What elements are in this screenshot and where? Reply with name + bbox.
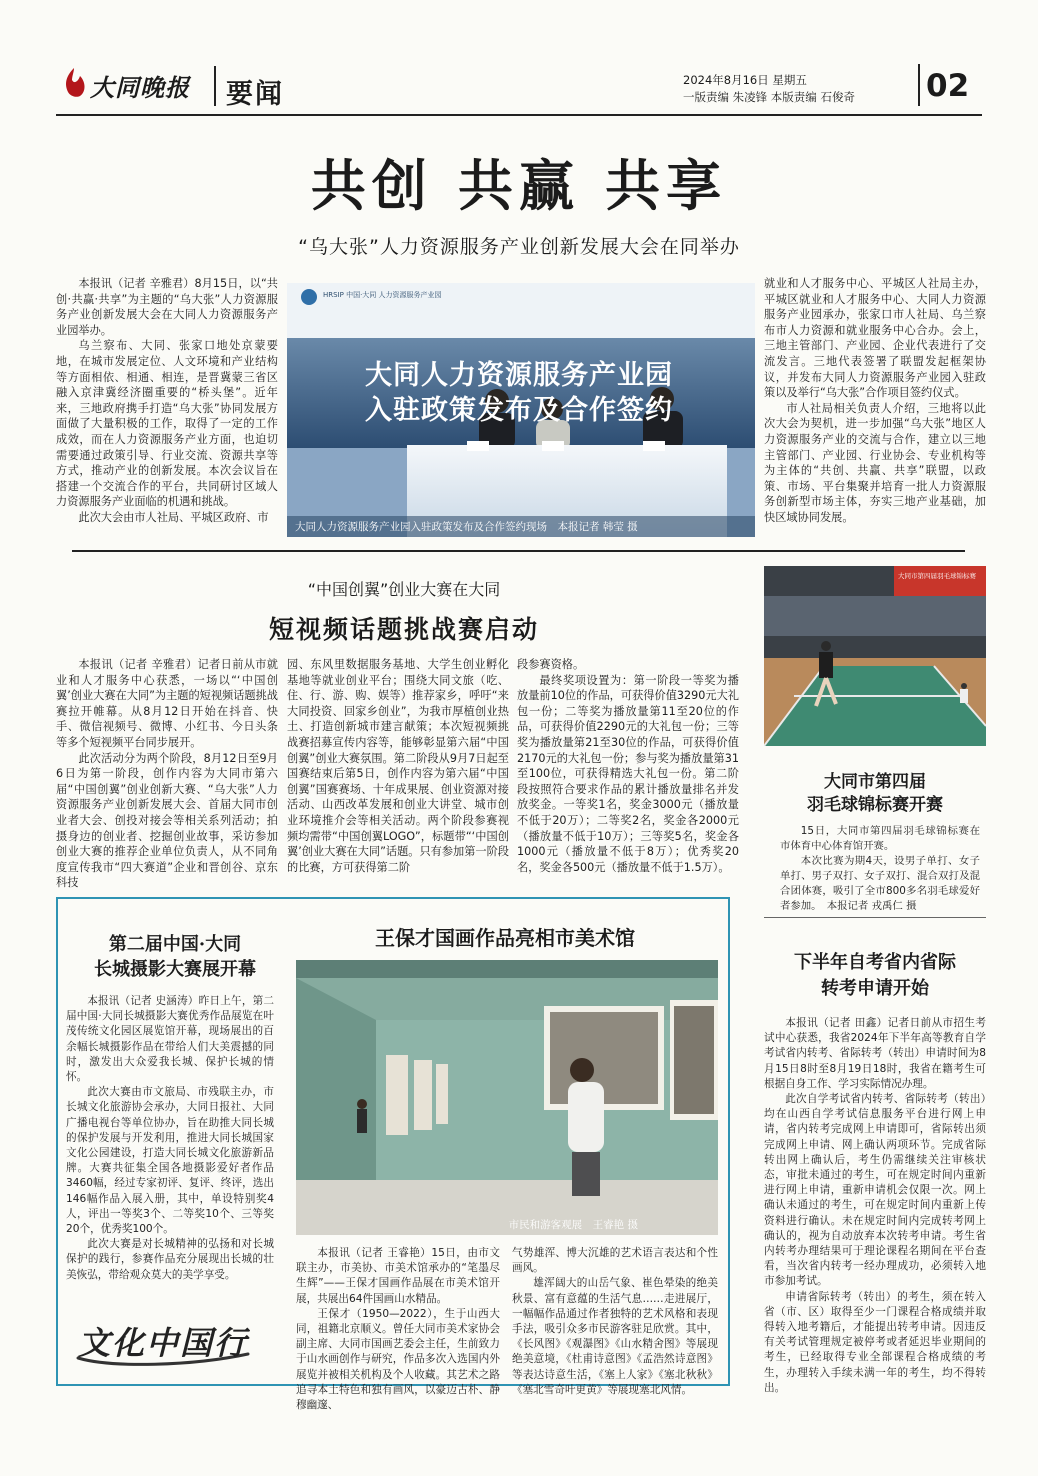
lead-headline: 共创 共赢 共享 xyxy=(310,153,728,218)
lead-paragraph: 此次大会由市人社局、平城区政府、市 xyxy=(78,510,269,524)
badminton-headline-1: 大同市第四届 xyxy=(824,772,926,792)
badminton-text xyxy=(780,824,980,914)
badminton-court-illustration xyxy=(764,566,986,746)
photo-expo-paragraph: 此次大赛是对长城精神的弘扬和对长城保护的践行，参赛作品充分展现出长城的壮美恢弘，带给观众莫大的美学享受。 xyxy=(66,1238,274,1281)
exam-paragraph: 申请省际转考（转出）的考生，须在转入省（市、区）取得至少一门课程合格成绩并取得转入地考籍后，才能提出转考申请。因违反有关考试管理规定被停考或者延迟毕业期间的考生，已经取得专业全部课程合格成绩的考生，办理转入手续未满一年的考生，均不得转出。 xyxy=(764,1290,986,1394)
art-photo-caption: 市民和游客观展 王睿艳 摄 xyxy=(508,1219,638,1231)
video-paragraph: 最终奖项设置为：第一阶段一等奖为播放量前10位的作品，可获得价值3290元大礼包一份；二等奖为播放量第11至20位的作品，可获得价值2290元的大礼包一份；三等奖为播放量第21至30位的作品，可获得价值2170元的大礼包一份；参与奖为播放量第31至100位，可获得精选大礼包一份。第二阶段按照符合要求作品的累计播放量排名并发放奖金。一等奖1名，奖金3000元（播放量不低于20万）；二等奖2名，奖金各2000元（播放量不低于10万）；三等奖5名，奖金各1000元（播放量不低于8万）；优秀奖20名，奖金各500元（播放量不低于1.5万）。 xyxy=(517,673,739,874)
video-kicker: “中国创翼”创业大赛在大同 xyxy=(307,580,501,599)
section-name: 要闻 xyxy=(226,79,284,110)
lead-paragraph: 乌兰察布、大同、张家口地处京蒙要地，在城市发展定位、人文环境和产业结构等方面相依、相通、相连，是晋冀蒙三省区融入京津冀经济圈重要的“桥头堡”。近年来，三地政府携手打造“乌大张”协同发展方面做了大量积极的工作，取得了一定的工作成效，而在人力资源服务产业方面，也迫切需要通过政策引导、行业交流、资源共享等方式，推动产业的创新发展。本次会议旨在搭建一个交流合作的平台，共同研讨区域人力资源服务产业面临的机遇和挑战。 xyxy=(56,339,278,509)
video-headline: 短视频话题挑战赛启动 xyxy=(268,615,539,644)
banner-line-1: 大同人力资源服务产业园 xyxy=(365,360,673,391)
video-paragraph: 园、东风里数据服务基地、大学生创业孵化基地等就业创业平台；围绕大同文旅（吃、住、行、游、购、娱等）推荐家乡，呼吁“来大同投资、回家乡创业”，为我市厚植创业热土、打造创新城市建言献策；本次短视频挑战赛招募宣传内容等，能够彰显第六届“中国创翼”创业大赛氛围。第二阶段从9月7日起至国赛结束后第5日，创作内容为第六届“中国创翼”国赛赛场、十年成果展、创业资源对接活动、山西改革发展和创业大讲堂、城市创业环境推介会等相关活动。两个阶段参赛视频均需带“中国创翼LOGO”，标题带“‘中国创翼’创业大赛在大同”话题。只有参加第一阶段的比赛，方可获得第二阶 xyxy=(287,658,509,874)
badminton-bottom-rule xyxy=(764,917,986,918)
art-column-2 xyxy=(512,1246,718,1398)
exam-headline-2: 转考申请开始 xyxy=(821,978,929,999)
photo-expo-headline-2: 长城摄影大赛展开幕 xyxy=(94,959,256,980)
gallery-scene-illustration xyxy=(296,960,718,1235)
logo-mark-icon xyxy=(60,66,88,100)
lead-photo xyxy=(287,283,755,537)
banner-line-2: 入驻政策发布及合作签约 xyxy=(365,395,673,426)
art-paragraph: 气势雄浑、博大沉雄的艺术语言表达和个性画风。 xyxy=(512,1247,718,1275)
badminton-paragraph: 本次比赛为期4天，设男子单打、女子单打、男子双打、女子双打、混合双打及混合团体赛，吸引了全市800多名羽毛球爱好者参加。 本报记者 戎禹仁 摄 xyxy=(780,855,980,912)
photo-expo-paragraph: 本报讯（记者 史涵涛）昨日上午，第二届中国·大同长城摄影大赛优秀作品展览在叶茂传统文化园区展览馆开幕，现场展出的百余幅长城摄影作品在带给人们大美震撼的同时，激发出大众爱我长城、保护长城的情怀。 xyxy=(66,995,274,1084)
badminton-paragraph: 15日，大同市第四届羽毛球锦标赛在市体育中心体育馆开赛。 xyxy=(780,825,980,852)
badminton-headline-2: 羽毛球锦标赛开赛 xyxy=(807,795,943,815)
video-paragraph: 此次活动分为两个阶段，8月12日至9月6日为第一阶段，创作内容为大同市第六届“中国创翼”创业创新大赛、“乌大张”人力资源服务产业创新发展大会、首届大同市创业者大会、创投对接会等相关系列活动；拍摄身边的创业者、挖掘创业故事，采访参加创业大赛的推荐企业单位负责人，从不同角度宣传我市“四大赛道”企业和晋创谷、京东科技 xyxy=(56,751,278,890)
art-photo xyxy=(296,960,718,1235)
photo-expo-text xyxy=(66,994,274,1283)
badminton-banner-text: 大同市第四届羽毛球锦标赛 xyxy=(898,572,976,580)
banner-small-text: HRSIP 中国·大同 人力资源服务产业园 xyxy=(323,291,442,299)
newspaper-logo: 大同晚报 xyxy=(90,73,190,102)
lead-column-right xyxy=(764,276,986,526)
lead-subhead: “乌大张”人力资源服务产业创新发展大会在同举办 xyxy=(298,236,740,258)
masthead-rule xyxy=(56,114,982,116)
exam-paragraph: 此次自学考试省内转考、省际转考（转出）均在山西自学考试信息服务平台进行网上申请，省内转考完成网上申请即可，省际转出须完成网上申请、网上确认两项环节。完成省际转出网上确认后，考生仍需继续关注审核状态，审批未通过的考生，可在规定时间内重新进行网上申请，重新申请机会仅限一次。网上确认未通过的考生，可在规定时间内重新上传资料进行确认。未在规定时间内完成转考网上确认的，视为自动放弃本次转考申请。考生省内转考办理结果可于理论课程名期间在平台查看，当次省内转考一经办理成功，必须转入地市参加考试。 xyxy=(764,1093,986,1288)
exam-text xyxy=(764,1016,986,1396)
exam-headline-1: 下半年自考省内省际 xyxy=(794,952,956,973)
lead-paragraph: 市人社局相关负责人介绍，三地将以此次大会为契机，进一步加强“乌大张”地区人力资源服务产业的交流与合作，建立以三地主管部门、产业园、行业协会、专业机构等为主体的“共创、共赢、共享”联盟，以政策、市场、平台集聚并培育一批人力资源服务创新型市场主体，夯实三地产业基础，加快区域协同发展。 xyxy=(764,401,986,524)
exam-paragraph: 本报讯（记者 田鑫）记者日前从市招生考试中心获悉，我省2024年下半年高等教育自学考试省内转考、省际转考（转出）申请时间为8月15日8时至8月19日18时，我省在籍考生可根据自身工作、学习实际情况办理。 xyxy=(764,1017,986,1090)
masthead-divider xyxy=(214,66,216,106)
art-headline: 王保才国画作品亮相市美术馆 xyxy=(375,926,635,950)
issue-date: 2024年8月16日 星期五 xyxy=(683,73,807,87)
art-paragraph: 王保才（1950—2022），生于山西大同，祖籍北京顺义。曾任大同市美术家协会副主席、大同市国画艺委会主任，生前致力于山水画创作与研究，作品多次入选国内外展览并被相关机构及个人收藏。其艺术之路追寻本土特色和独有画风，以豪迈古朴、静穆幽邃、 xyxy=(296,1307,500,1412)
video-column-3 xyxy=(517,657,739,875)
lead-paragraph: 本报讯（记者 辛雅君）8月15日，以“共创·共赢·共享”为主题的“乌大张”人力资源服务产业创新发展大会在大同人力资源服务产业园举办。 xyxy=(56,277,278,337)
art-paragraph: 本报讯（记者 王睿艳）15日，由市文联主办，市美协、市美术馆承办的“笔墨尽生辉”——王保才国画作品展在市美术馆开展，共展出64件国画山水精品。 xyxy=(296,1247,500,1305)
page-no-divider xyxy=(918,64,920,106)
photo-expo-headline-1: 第二届中国·大同 xyxy=(108,934,242,955)
video-paragraph: 段参赛资格。 xyxy=(517,658,585,671)
lead-bottom-rule xyxy=(72,550,965,552)
photo-expo-paragraph: 此次大赛由市文旅局、市残联主办，市长城文化旅游协会承办，大同日报社、大同广播电视台等单位协办，旨在助推大同长城的保护发展与开发利用，推进大同长城国家文化公园建设，打造大同长城文化旅游新品牌。大赛共征集全国各地摄影爱好者作品3460幅，经过专家初评、复评、终评，选出146幅作品入展入册，其中，单设特别奖4人，评出一等奖3个、二等奖10个、三等奖20个，优秀奖100个。 xyxy=(66,1086,274,1236)
badminton-photo xyxy=(764,566,986,746)
video-column-2 xyxy=(287,657,509,875)
art-column-1 xyxy=(296,1246,500,1413)
lead-photo-caption: 大同人力资源服务产业园入驻政策发布及合作签约现场 本报记者 韩莹 摄 xyxy=(287,516,755,537)
masthead xyxy=(56,56,982,114)
lead-paragraph: 就业和人才服务中心、平城区人社局主办，平城区就业和人才服务中心、大同人力资源服务产业园承办，张家口市人社局、乌兰察布市人力资源和就业服务中心合办。会上，三地主管部门、产业园、企业代表进行了交流发言。三地代表签署了联盟发起框架协议，并发布大同人力资源服务产业园入驻政策以及举行“乌大张”合作项目签约仪式。 xyxy=(764,277,986,400)
page-number: 02 xyxy=(926,68,970,104)
video-paragraph: 本报讯（记者 辛雅君）记者日前从市就业和人才服务中心获悉，一场以“‘中国创翼’创业大赛在大同”为主题的短视频话题挑战赛拉开帷幕。从8月12日开始在抖音、快手、微信视频号、微博、小红书、今日头条等多个短视频平台同步展开。 xyxy=(56,658,278,749)
page-editors: 一版责编 朱凌锋 本版责编 石俊奇 xyxy=(683,90,855,104)
lead-column-left xyxy=(56,276,278,526)
art-paragraph: 雄浑阔大的山岳气象、崔色晕染的绝美秋景、富有意蕴的生活气息……走进展厅，一幅幅作品通过作者独特的艺术风格和表现手法，吸引众多市民游客驻足欣赏。其中，《长风图》《观瀑图》《山水精舍图》等展现绝美意境，《杜甫诗意图》《孟浩然诗意图》等表达诗意生活，《塞上人家》《塞北秋秋》《塞北雪奇叶更黄》等展现塞北风情。 xyxy=(512,1277,718,1396)
culture-column-logo-text: 文化中国行 xyxy=(78,1324,249,1362)
video-column-1 xyxy=(56,657,278,891)
culture-column-logo xyxy=(72,1310,252,1370)
